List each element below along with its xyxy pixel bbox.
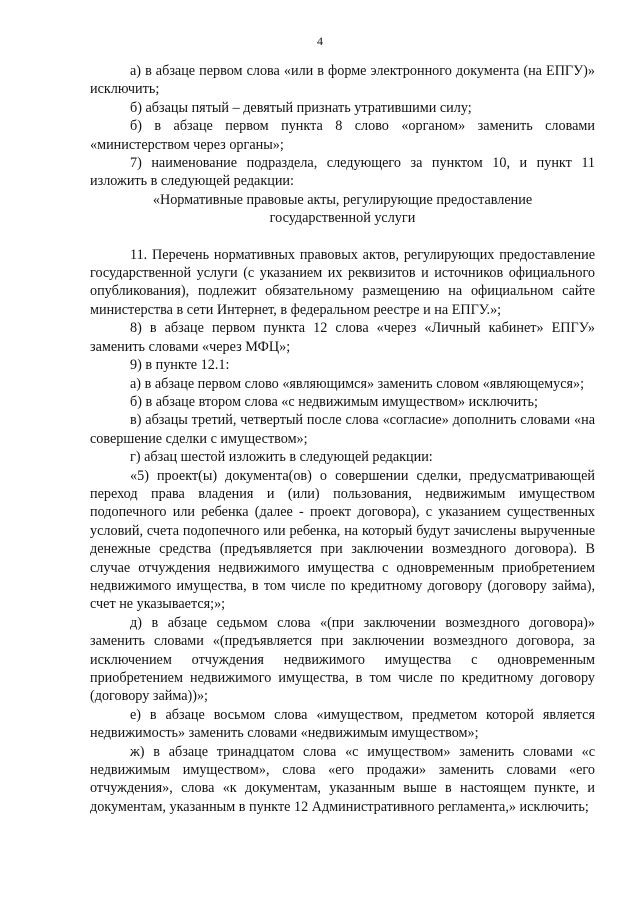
paragraph-9e: е) в абзаце восьмом слова «имуществом, предметом которой является недвижимость» заменить словами «недвижимым имуществом»; <box>90 706 595 742</box>
section-heading-line-2: государственной услуги <box>269 210 416 227</box>
paragraph-b-fifth-ninth: б) абзацы пятый – девятый признать утратившими силу; <box>130 99 472 116</box>
paragraph-9v: в) абзацы третий, четвертый после слова «согласие» дополнить словами «на совершение сделки с имуществом»; <box>90 412 595 447</box>
page-number: 4 <box>317 34 323 48</box>
section-heading-line-1: «Нормативные правовые акты, регулирующие предоставление <box>152 191 533 208</box>
document-body <box>90 62 595 816</box>
paragraph-5-project: «5) проект(ы) документа(ов) о совершении сделки, предусматривающей переход права владения и (или) пользования, недвижимым имуществом подопечного или ребенка (далее - проект договора), с указанием существенных условий, счета подопечного или ребенка, на который будут зачислены вырученные денежные средства (предъявляется при заключении возмездного договора). В случае отчуждения недвижимого имущества с одновременным приобретением недвижимого имущества, в том числе по кредитному договору (договору займа), счет не указывается;»; <box>90 467 595 613</box>
paragraph-9a: а) в абзаце первом слово «являющимся» заменить словом «являющемуся»; <box>130 375 585 392</box>
paragraph-a-electronic: а) в абзаце первом слова «или в форме электронного документа (на ЕПГУ)» исключить; <box>90 63 595 98</box>
paragraph-9zh: ж) в абзаце тринадцатом слова «с имуществом» заменить словами «с недвижимым имуществом», слова «его продажи» заменить словами «его отчуждения», слова «к документам, указанным выше в настоящем пункте, и документам, указанным в пункте 12 Административного регламента,» исключить; <box>90 743 595 815</box>
paragraph-9d: д) в абзаце седьмом слова «(при заключении возмездного договора)» заменить словами «(предъявляется при заключении возмездного договора, за исключением отчуждения недвижимого имущества с одновременным приобретением недвижимого имущества, в том числе по кредитному договору (договору займа))»; <box>90 614 595 705</box>
paragraph-9g: г) абзац шестой изложить в следующей редакции: <box>130 449 433 466</box>
paragraph-9-item-12-1: 9) в пункте 12.1: <box>130 357 230 374</box>
paragraph-8-item-12: 8) в абзаце первом пункта 12 слова «через «Личный кабинет» ЕПГУ» заменить словами «через МФЦ»; <box>90 320 595 355</box>
spacer <box>90 228 595 246</box>
paragraph-7-subsection: 7) наименование подраздела, следующего за пунктом 10, и пункт 11 изложить в следующей редакции: <box>90 155 595 190</box>
paragraph-item-11: 11. Перечень нормативных правовых актов, регулирующих предоставление государственной услуги (с указанием их реквизитов и источников официального опубликования), подлежит обязательному размещению на официальном сайте министерства в сети Интернет, в федеральном реестре и на ЕПГУ.»; <box>90 246 595 318</box>
paragraph-9b: б) в абзаце втором слова «с недвижимым имуществом» исключить; <box>130 393 538 410</box>
paragraph-6-item-8: б) в абзаце первом пункта 8 слово «органом» заменить словами «министерством через органы»; <box>90 118 595 153</box>
